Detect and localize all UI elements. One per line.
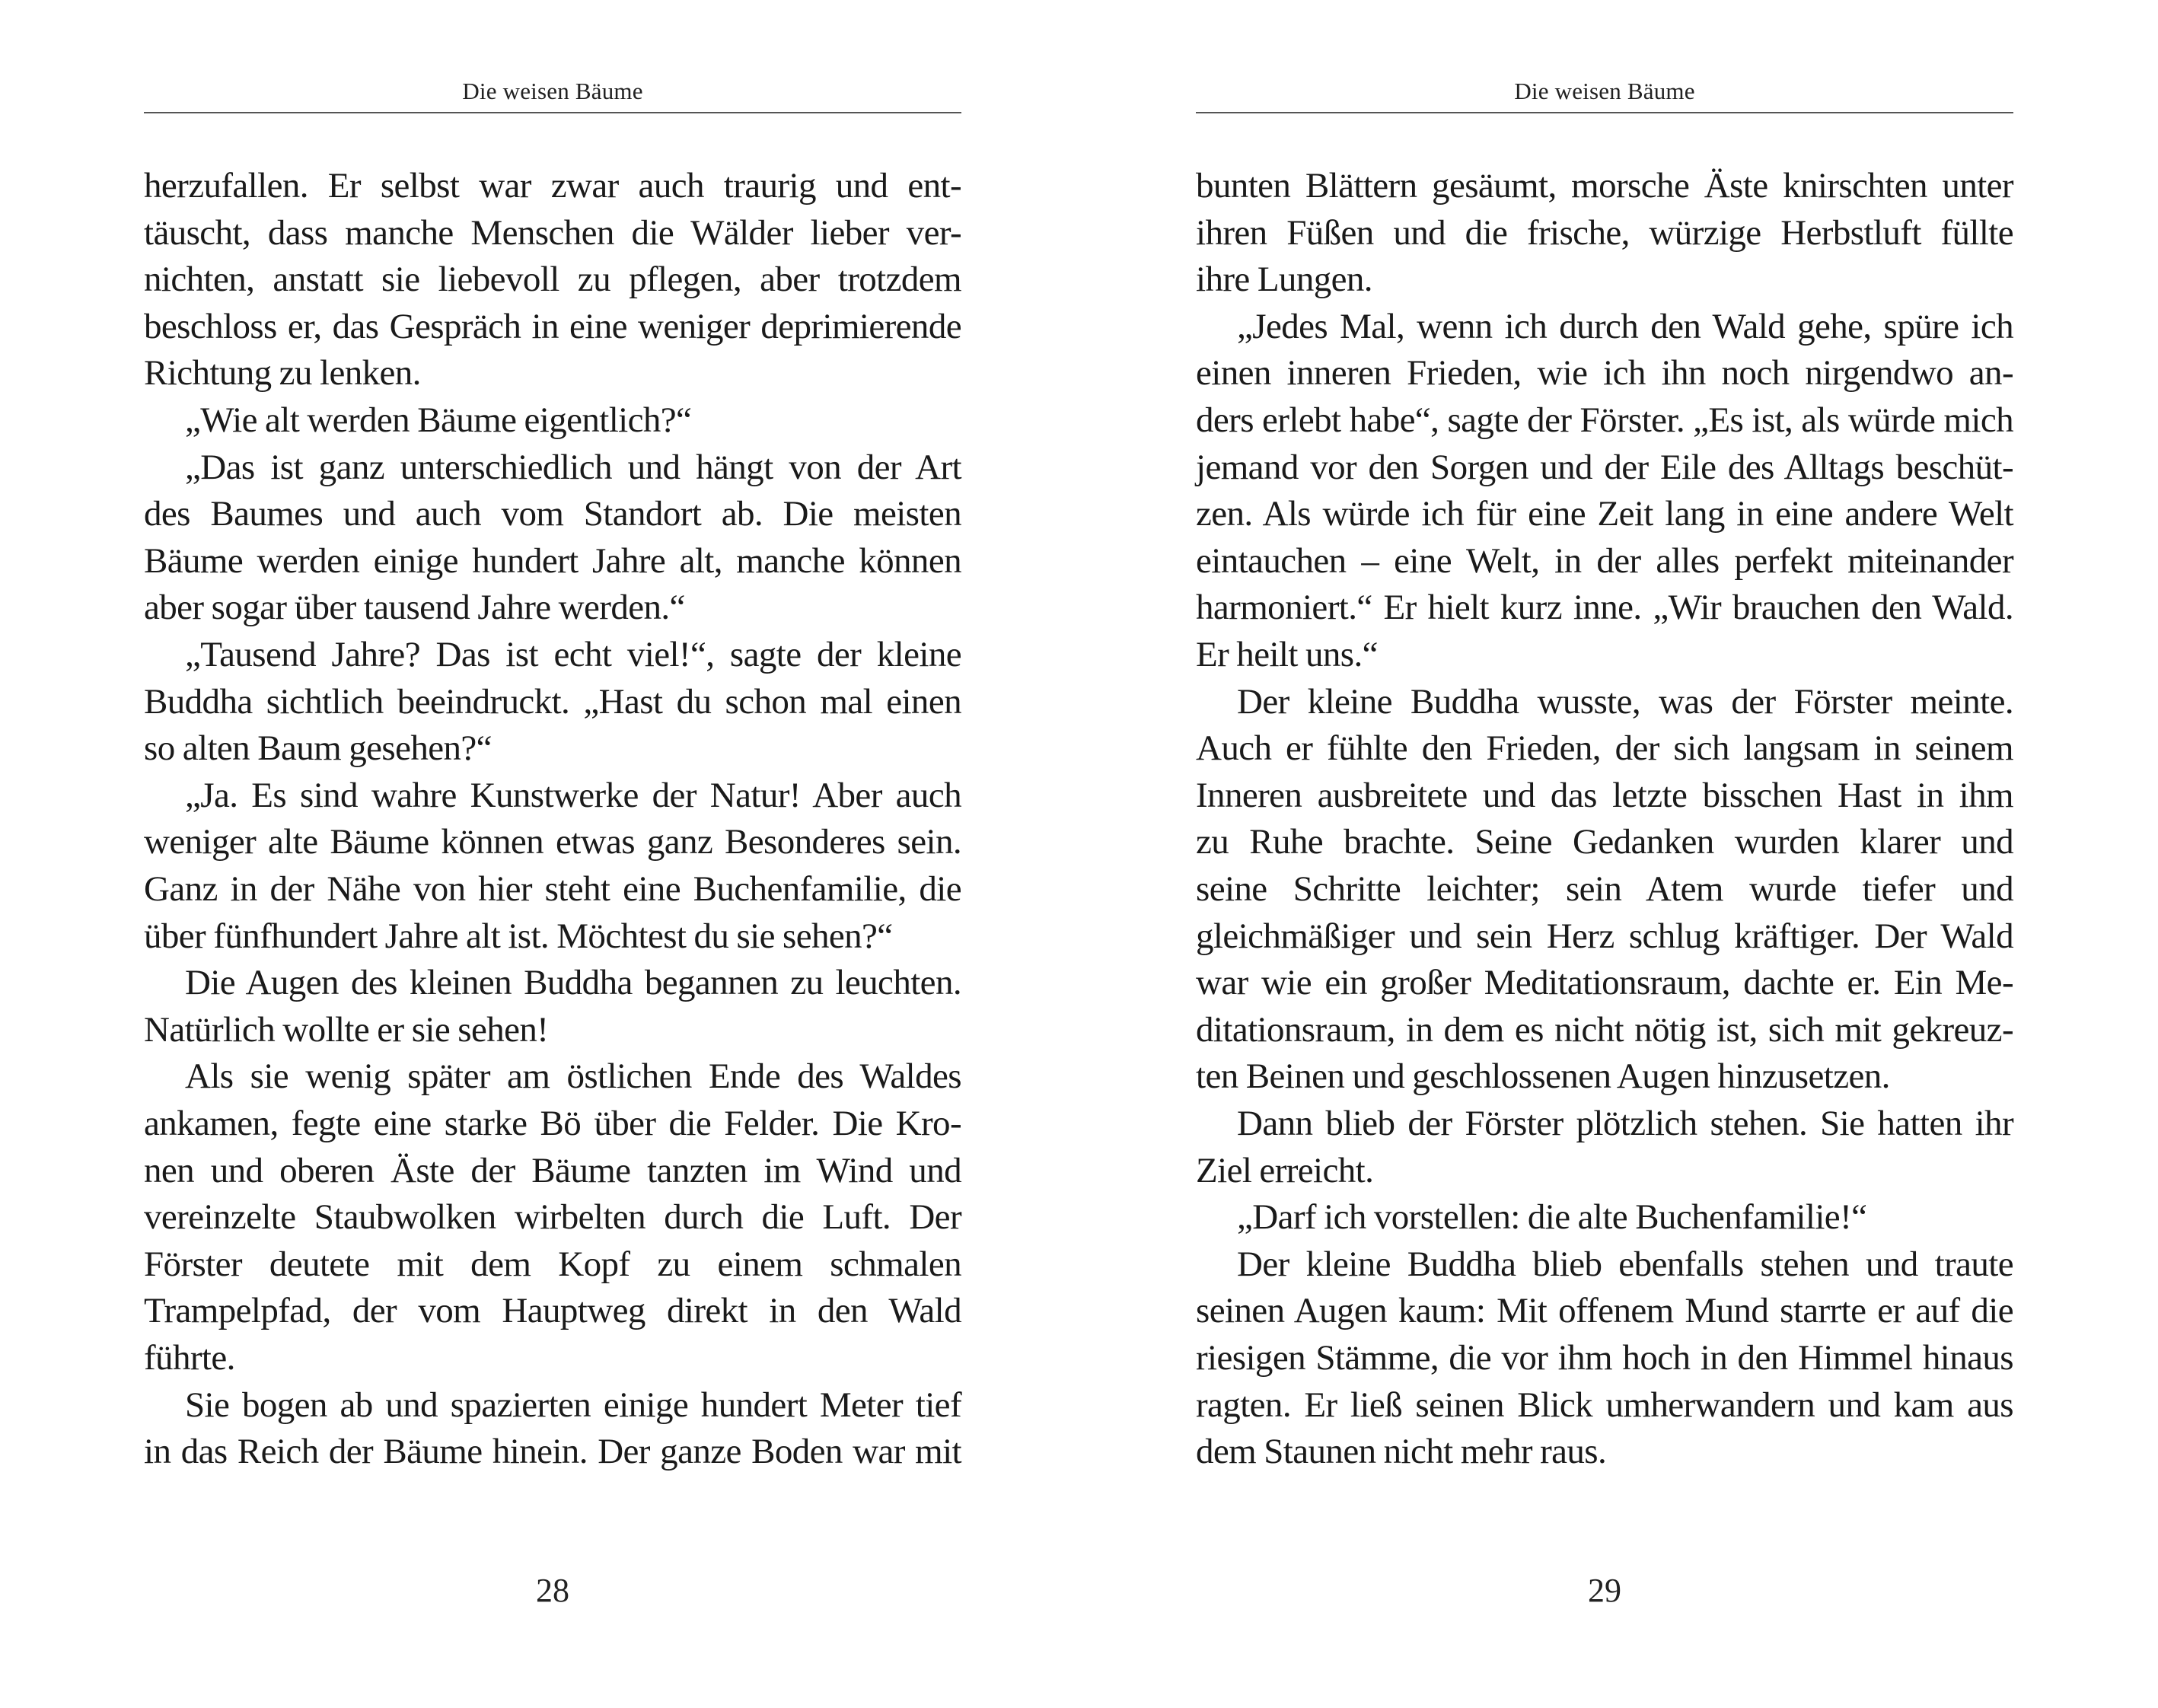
page-number: 28	[536, 1572, 569, 1609]
text-line: in das Reich der Bäume hinein. Der ganze Boden war mit	[144, 1432, 961, 1472]
text-line: weniger alte Bäume können etwas ganz Besonderes sein.	[144, 822, 961, 862]
text-line: war wie ein großer Meditationsraum, dachte er. Ein Me-	[1196, 963, 2013, 1003]
text-line: beschloss er, das Gespräch in eine weniger deprimierende	[144, 306, 961, 346]
text-line: Förster deutete mit dem Kopf zu einem schmalen	[144, 1244, 961, 1284]
running-head: Die weisen Bäume	[1514, 78, 1695, 104]
text-line: zen. Als würde ich für eine Zeit lang in eine andere Welt	[1196, 494, 2013, 534]
text-line: Auch er fühlte den Frieden, der sich langsam in seinem	[1196, 728, 2013, 769]
text-line: Ziel erreicht.	[1196, 1150, 1374, 1190]
text-line: zu Ruhe brachte. Seine Gedanken wurden klarer und	[1196, 822, 2013, 862]
text-line: seinen Augen kaum: Mit offenem Mund starrte er auf die	[1196, 1291, 2013, 1331]
text-line: vereinzelte Staubwolken wirbelten durch die Luft. Der	[144, 1197, 961, 1238]
text-line: „Jedes Mal, wenn ich durch den Wald gehe, spüre ich	[1237, 306, 2013, 346]
text-line: Die Augen des kleinen Buddha begannen zu leuchten.	[185, 963, 961, 1003]
text-line: nen und oberen Äste der Bäume tanzten im Wind und	[144, 1150, 961, 1190]
right-page	[1196, 0, 2013, 1708]
text-line: gleichmäßiger und sein Herz schlug kräftiger. Der Wald	[1196, 916, 2013, 956]
text-line: herzufallen. Er selbst war zwar auch traurig und ent-	[144, 166, 961, 206]
text-line: „Ja. Es sind wahre Kunstwerke der Natur! Aber auch	[185, 775, 961, 815]
text-line: harmoniert.“ Er hielt kurz inne. „Wir brauchen den Wald.	[1196, 588, 2013, 628]
text-line: „Wie alt werden Bäume eigentlich?“	[185, 400, 692, 440]
text-line: täuscht, dass manche Menschen die Wälder lieber ver-	[144, 212, 961, 253]
text-line: ihren Füßen und die frische, würzige Herbstluft füllte	[1196, 212, 2013, 253]
left-page	[144, 0, 961, 1708]
text-line: Ganz in der Nähe von hier steht eine Buchenfamilie, die	[144, 869, 961, 909]
text-line: Als sie wenig später am östlichen Ende des Waldes	[185, 1056, 961, 1097]
text-line: so alten Baum gesehen?“	[144, 728, 492, 769]
text-line: ditationsraum, in dem es nicht nötig ist, sich mit gekreuz-	[1196, 1009, 2013, 1050]
text-line: ihre Lungen.	[1196, 260, 1372, 300]
text-line: aber sogar über tausend Jahre werden.“	[144, 588, 685, 628]
text-line: Er heilt uns.“	[1196, 635, 1378, 674]
text-line: Trampelpfad, der vom Hauptweg direkt in den Wald	[144, 1291, 961, 1331]
text-line: Bäume werden einige hundert Jahre alt, manche können	[144, 540, 961, 581]
text-line: Inneren ausbreitete und das letzte bisschen Hast in ihm	[1196, 775, 2013, 815]
page-number: 29	[1588, 1572, 1621, 1609]
text-line: riesigen Stämme, die vor ihm hoch in den Himmel hinaus	[1196, 1338, 2013, 1378]
text-line: des Baumes und auch vom Standort ab. Die meisten	[144, 494, 961, 534]
text-line: seine Schritte leichter; sein Atem wurde tiefer und	[1196, 869, 2013, 909]
text-line: „Das ist ganz unterschiedlich und hängt von der Art	[185, 447, 961, 487]
text-line: „Darf ich vorstellen: die alte Buchenfamilie!“	[1237, 1197, 1867, 1238]
text-line: Der kleine Buddha blieb ebenfalls stehen und traute	[1237, 1244, 2013, 1284]
text-line: eintauchen – eine Welt, in der alles perfekt miteinander	[1196, 540, 2013, 581]
text-line: Dann blieb der Förster plötzlich stehen. Sie hatten ihr	[1237, 1104, 2013, 1143]
running-head: Die weisen Bäume	[462, 78, 643, 104]
text-line: Natürlich wollte er sie sehen!	[144, 1009, 549, 1050]
text-line: Buddha sichtlich beeindruckt. „Hast du schon mal einen	[144, 681, 961, 722]
text-line: ders erlebt habe“, sagte der Förster. „Es ist, als würde mich	[1196, 400, 2013, 440]
text-line: einen inneren Frieden, wie ich ihn noch nirgendwo an-	[1196, 353, 2013, 394]
text-line: ankamen, fegte eine starke Bö über die Felder. Die Kro-	[144, 1104, 961, 1143]
text-line: Richtung zu lenken.	[144, 353, 421, 394]
text-line: ragten. Er ließ seinen Blick umherwandern und kam aus	[1196, 1385, 2013, 1425]
text-line: ten Beinen und geschlossenen Augen hinzusetzen.	[1196, 1056, 1890, 1097]
text-line: führte.	[144, 1338, 235, 1378]
text-line: bunten Blättern gesäumt, morsche Äste knirschten unter	[1196, 166, 2013, 206]
text-line: Der kleine Buddha wusste, was der Förster meinte.	[1237, 681, 2013, 722]
text-line: nichten, anstatt sie liebevoll zu pflegen, aber trotzdem	[144, 260, 961, 300]
text-line: über fünfhundert Jahre alt ist. Möchtest du sie sehen?“	[144, 916, 893, 956]
text-line: „Tausend Jahre? Das ist echt viel!“, sagte der kleine	[185, 635, 961, 674]
text-line: jemand vor den Sorgen und der Eile des Alltags beschüt-	[1196, 447, 2013, 487]
header-rule	[144, 112, 961, 113]
header-rule	[1196, 112, 2013, 113]
text-line: dem Staunen nicht mehr raus.	[1196, 1432, 1607, 1472]
text-line: Sie bogen ab und spazierten einige hundert Meter tief	[185, 1385, 961, 1425]
